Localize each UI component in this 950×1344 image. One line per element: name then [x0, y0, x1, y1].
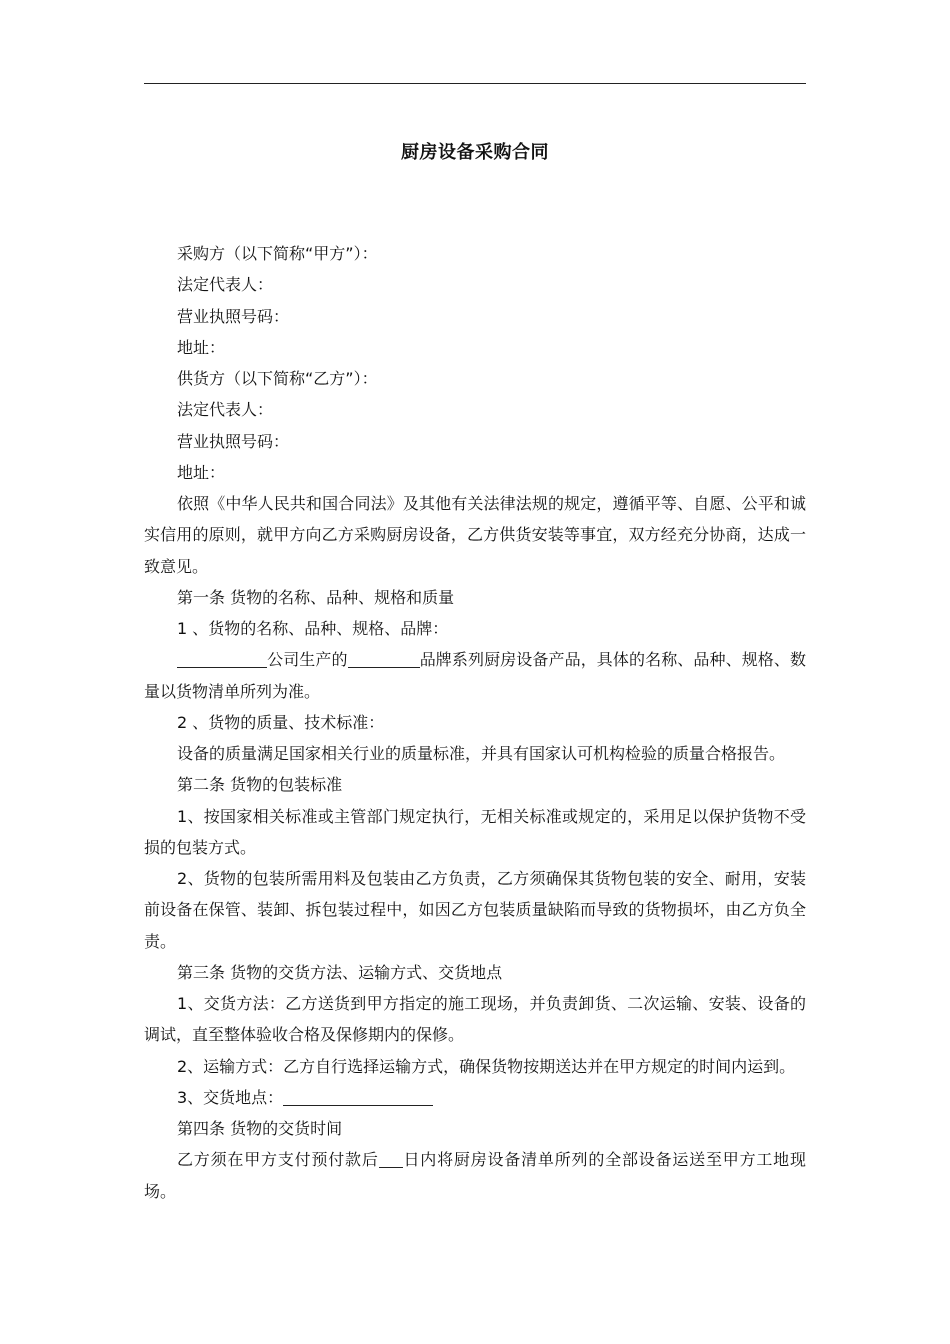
text-segment: 公司生产的	[267, 650, 348, 670]
preamble-paragraph: 依照《中华人民共和国合同法》及其他有关法律法规的规定，遵循平等、自愿、公平和诚实信用的原则，就甲方向乙方采购厨房设备，乙方供货安装等事宜，双方经充分协商，达成一致意见。	[144, 494, 806, 576]
supplier-license-no: 营业执照号码：	[177, 431, 290, 451]
supplier-line: 供货方（以下简称“乙方”）：	[177, 369, 378, 388]
article-1-item-1-detail	[144, 644, 806, 707]
brand-blank	[348, 649, 420, 668]
header-rule	[144, 83, 806, 84]
contract-body	[144, 238, 806, 1207]
article-1-item-1: 1 、货物的名称、品种、规格、品牌：	[177, 619, 449, 638]
buyer-line: 采购方（以下简称“甲方”）：	[177, 244, 378, 263]
days-blank	[379, 1149, 403, 1168]
buyer-legal-rep: 法定代表人：	[177, 275, 274, 295]
text-segment: 3、交货地点：	[177, 1087, 284, 1107]
text-segment: 日内将厨房设备清单所列的全部设备运送至甲方工地现场。	[144, 1150, 806, 1201]
article-2-heading: 第二条 货物的包装标准	[177, 775, 343, 795]
article-3-item-2: 2、运输方式：乙方自行选择运输方式，确保货物按期送达并在甲方规定的时间内运到。	[177, 1056, 796, 1076]
article-3-item-3	[144, 1082, 806, 1113]
article-1-item-2: 2 、货物的质量、技术标准：	[177, 712, 385, 732]
supplier-legal-rep: 法定代表人：	[177, 400, 274, 420]
text-segment: 品牌系列厨房设备产品，具体的名称、品种、规格、数量以货物清单所列为准。	[144, 650, 806, 701]
contract-title: 厨房设备采购合同	[401, 142, 549, 163]
text-segment: 乙方须在甲方支付预付款后	[177, 1150, 379, 1170]
delivery-place-blank	[283, 1087, 433, 1106]
company-blank	[177, 649, 267, 668]
article-4-detail	[144, 1144, 806, 1207]
article-4-heading: 第四条 货物的交货时间	[177, 1119, 343, 1138]
buyer-license-no: 营业执照号码：	[177, 306, 290, 326]
article-3-heading: 第三条 货物的交货方法、运输方式、交货地点	[177, 962, 503, 982]
article-2-item-1: 1、按国家相关标准或主管部门规定执行，无相关标准或规定的，采用足以保护货物不受损的包装方式。	[144, 806, 806, 857]
buyer-address: 地址：	[177, 337, 226, 357]
supplier-address: 地址：	[177, 462, 226, 482]
article-2-item-2: 2、货物的包装所需用料及包装由乙方负责，乙方须确保其货物包装的安全、耐用，安装前设备在保管、装卸、拆包装过程中，如因乙方包装质量缺陷而导致的货物损坏，由乙方负全责。	[144, 869, 806, 951]
article-3-item-1: 1、交货方法：乙方送货到甲方指定的施工现场，并负责卸货、二次运输、安装、设备的调试，直至整体验收合格及保修期内的保修。	[144, 994, 806, 1045]
article-1-item-2-detail: 设备的质量满足国家相关行业的质量标准，并具有国家认可机构检验的质量合格报告。	[177, 744, 786, 763]
article-1-heading: 第一条 货物的名称、品种、规格和质量	[177, 587, 455, 607]
